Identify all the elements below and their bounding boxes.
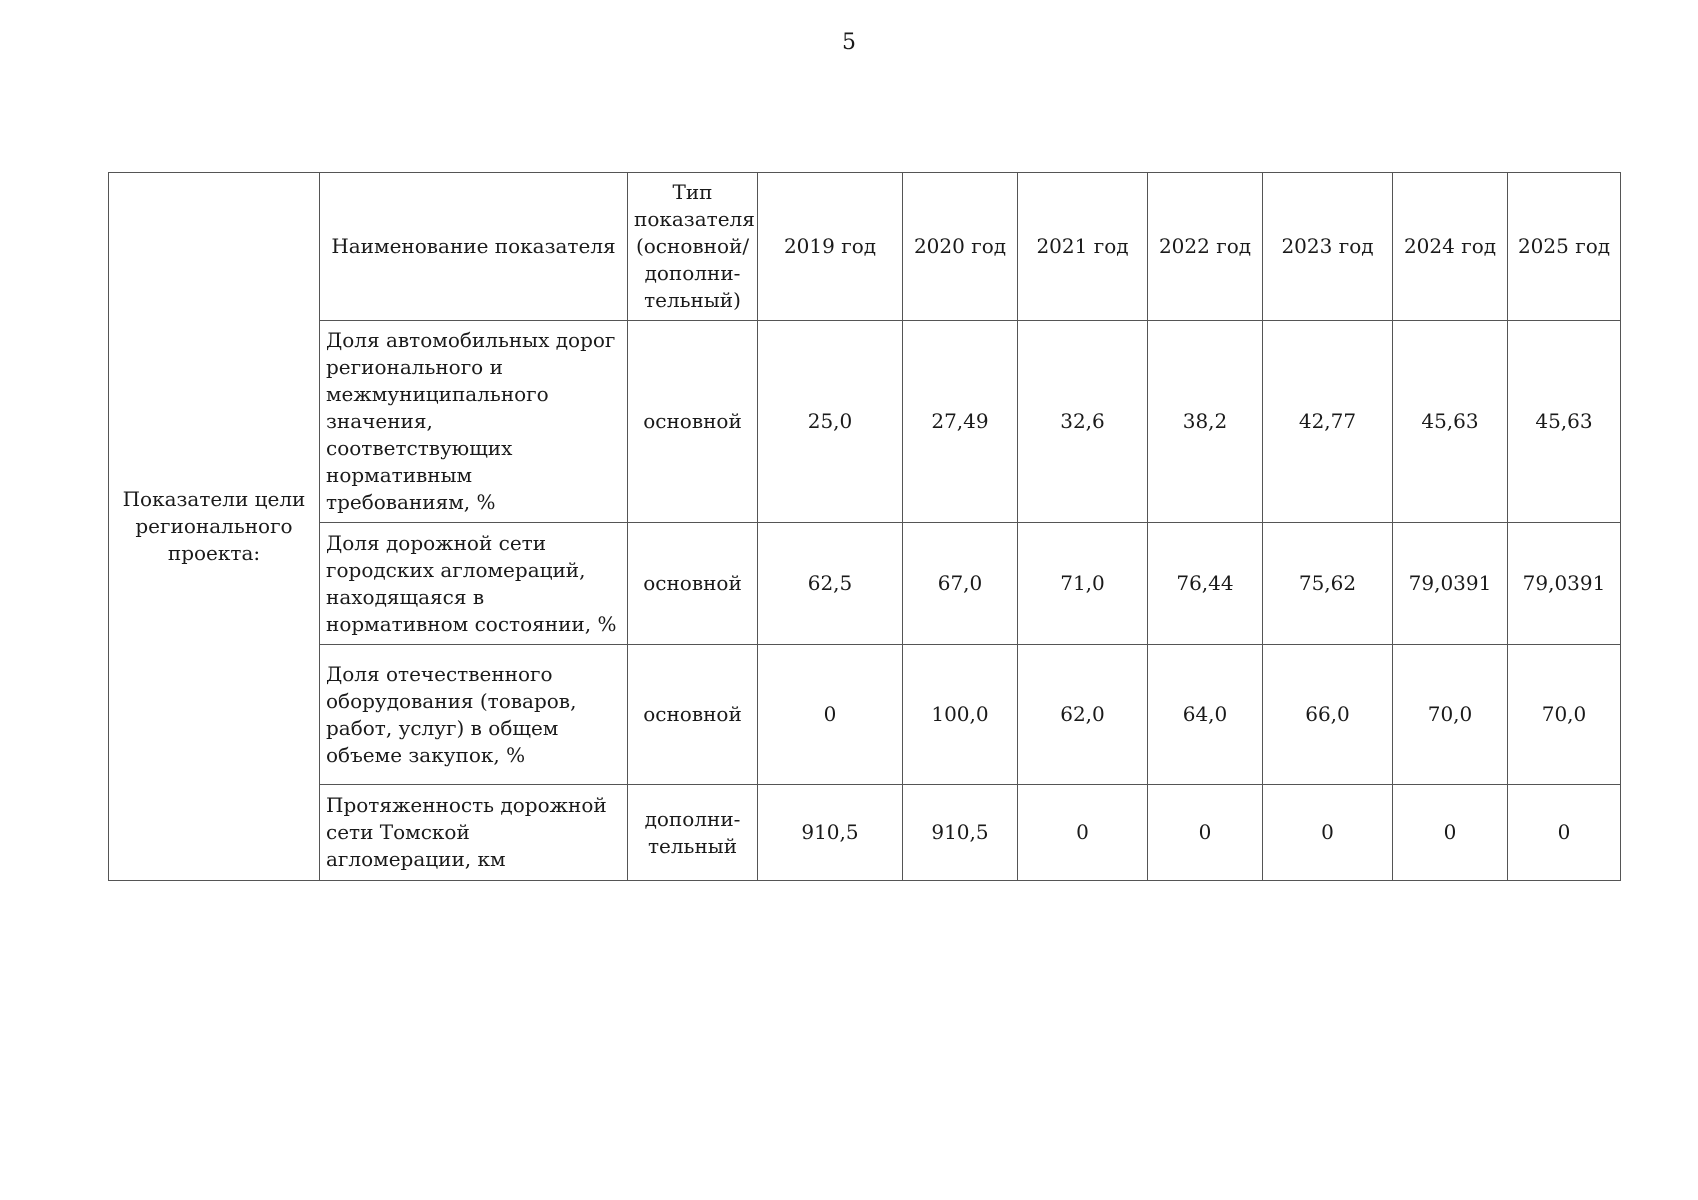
value-cell: 32,6 xyxy=(1018,321,1148,523)
indicator-type: основной xyxy=(628,321,758,523)
table-row xyxy=(109,645,1621,785)
table-row xyxy=(109,523,1621,645)
header-year-2019: 2019 год xyxy=(758,173,903,321)
value-cell: 45,63 xyxy=(1393,321,1508,523)
value-cell: 62,0 xyxy=(1018,645,1148,785)
value-cell: 0 xyxy=(1508,785,1621,881)
value-cell: 0 xyxy=(1148,785,1263,881)
value-cell: 100,0 xyxy=(903,645,1018,785)
value-cell: 45,63 xyxy=(1508,321,1621,523)
value-cell: 76,44 xyxy=(1148,523,1263,645)
indicator-name: Протяженность дорожной сети Томской агломерации, км xyxy=(320,785,628,881)
value-cell: 27,49 xyxy=(903,321,1018,523)
value-cell: 0 xyxy=(1018,785,1148,881)
value-cell: 0 xyxy=(1263,785,1393,881)
value-cell: 910,5 xyxy=(758,785,903,881)
header-year-2021: 2021 год xyxy=(1018,173,1148,321)
value-cell: 38,2 xyxy=(1148,321,1263,523)
table-row xyxy=(109,321,1621,523)
value-cell: 25,0 xyxy=(758,321,903,523)
value-cell: 42,77 xyxy=(1263,321,1393,523)
table-row xyxy=(109,785,1621,881)
indicator-name: Доля автомобильных дорог регионального и межмуниципального значения, соответствующих нормативным требованиям, % xyxy=(320,321,628,523)
value-cell: 79,0391 xyxy=(1393,523,1508,645)
value-cell: 70,0 xyxy=(1508,645,1621,785)
value-cell: 79,0391 xyxy=(1508,523,1621,645)
header-year-2024: 2024 год xyxy=(1393,173,1508,321)
indicator-type: основной xyxy=(628,523,758,645)
indicator-name: Доля отечественного оборудования (товаров, работ, услуг) в общем объеме закупок, % xyxy=(320,645,628,785)
table-header-row xyxy=(109,173,1621,321)
value-cell: 67,0 xyxy=(903,523,1018,645)
value-cell: 71,0 xyxy=(1018,523,1148,645)
value-cell: 0 xyxy=(758,645,903,785)
value-cell: 62,5 xyxy=(758,523,903,645)
header-year-2020: 2020 год xyxy=(903,173,1018,321)
header-type: Тип показателя (основной/ дополни-тельный) xyxy=(628,173,758,321)
value-cell: 910,5 xyxy=(903,785,1018,881)
value-cell: 70,0 xyxy=(1393,645,1508,785)
header-year-2023: 2023 год xyxy=(1263,173,1393,321)
header-name: Наименование показателя xyxy=(320,173,628,321)
value-cell: 0 xyxy=(1393,785,1508,881)
header-year-2025: 2025 год xyxy=(1508,173,1621,321)
value-cell: 64,0 xyxy=(1148,645,1263,785)
section-label-cell: Показатели цели регионального проекта: xyxy=(109,173,320,881)
value-cell: 75,62 xyxy=(1263,523,1393,645)
indicator-name: Доля дорожной сети городских агломераций, находящаяся в нормативном состоянии, % xyxy=(320,523,628,645)
indicators-table xyxy=(108,172,1621,881)
header-year-2022: 2022 год xyxy=(1148,173,1263,321)
value-cell: 66,0 xyxy=(1263,645,1393,785)
page-number: 5 xyxy=(842,30,856,55)
indicator-type: дополни-тельный xyxy=(628,785,758,881)
indicator-type: основной xyxy=(628,645,758,785)
